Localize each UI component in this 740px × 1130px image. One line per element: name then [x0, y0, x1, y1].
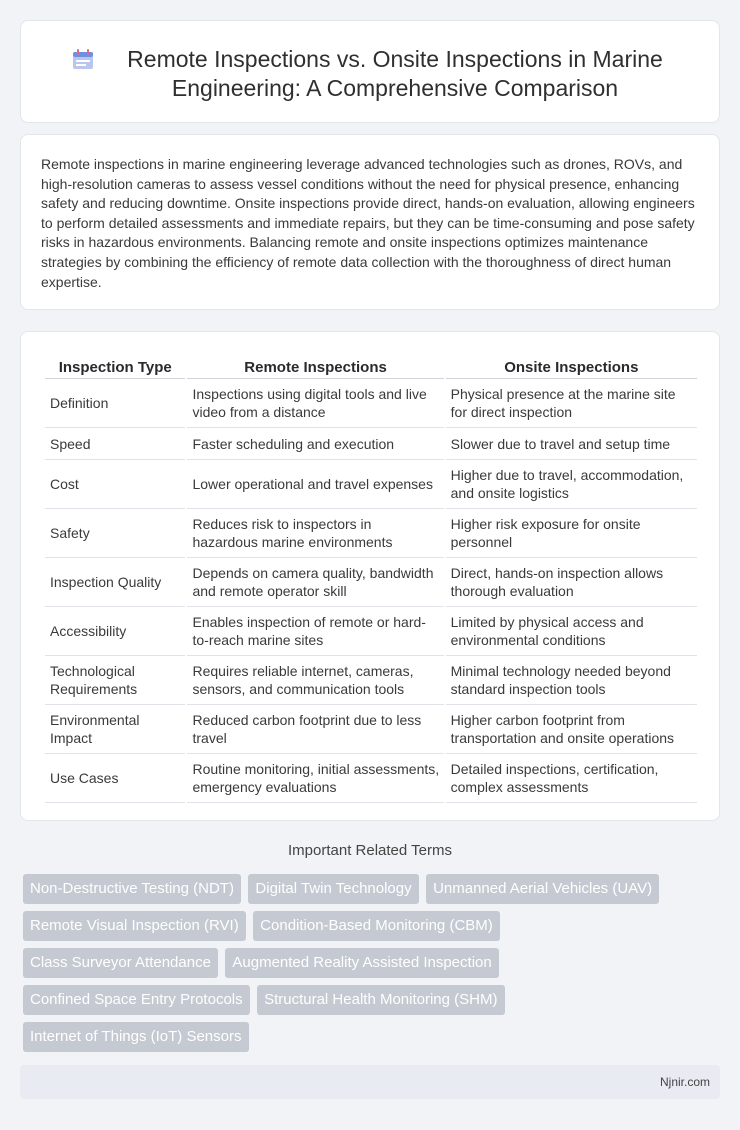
tag-class-surveyor[interactable]: Class Surveyor Attendance — [23, 948, 218, 978]
onsite-cell: Detailed inspections, certification, complex assessments — [446, 754, 697, 803]
row-label: Technological Requirements — [45, 656, 185, 705]
tag-row — [23, 911, 713, 948]
row-label: Speed — [45, 428, 185, 460]
intro-paragraph: Remote inspections in marine engineering leverage advanced technologies such as drones, ROVs, and high-resolution cameras to assess vessel conditions without the need for physical presence, enhancing safety and reducing downtime. Onsite inspections provide direct, hands-on evaluation, allowing engineers to perform detailed assessments and immediate repairs, but they can be time-consuming and pose safety risks in hazardous environments. Balancing remote and onsite inspections optimizes maintenance strategies by combining the efficiency of remote data collection with the thoroughness of direct human expertise. — [41, 156, 695, 290]
table-row — [45, 460, 697, 509]
page-title: Remote Inspections vs. Onsite Inspections in Marine Engineering: A Comprehensive Comparison — [127, 46, 663, 101]
row-label: Accessibility — [45, 607, 185, 656]
table-row — [45, 558, 697, 607]
row-label: Inspection Quality — [45, 558, 185, 607]
row-label: Definition — [45, 379, 185, 428]
table-row — [45, 379, 697, 428]
table-row — [45, 607, 697, 656]
tag-uav[interactable]: Unmanned Aerial Vehicles (UAV) — [426, 874, 659, 904]
tag-confined-space[interactable]: Confined Space Entry Protocols — [23, 985, 250, 1015]
remote-cell: Depends on camera quality, bandwidth and remote operator skill — [187, 558, 443, 607]
remote-cell: Enables inspection of remote or hard-to-reach marine sites — [187, 607, 443, 656]
table-row — [45, 754, 697, 803]
table-row — [45, 705, 697, 754]
tag-ndt[interactable]: Non-Destructive Testing (NDT) — [23, 874, 241, 904]
footer-site-link[interactable]: Njnir.com — [659, 1075, 710, 1089]
table-row — [45, 656, 697, 705]
tag-row — [23, 985, 713, 1022]
tag-cbm[interactable]: Condition-Based Monitoring (CBM) — [253, 911, 500, 941]
title-block — [21, 45, 719, 103]
onsite-cell: Higher carbon footprint from transportation and onsite operations — [446, 705, 697, 754]
onsite-cell: Higher risk exposure for onsite personnel — [446, 509, 697, 558]
header-remote: Remote Inspections — [187, 352, 443, 379]
onsite-cell: Limited by physical access and environmental conditions — [446, 607, 697, 656]
remote-cell: Requires reliable internet, cameras, sensors, and communication tools — [187, 656, 443, 705]
onsite-cell: Slower due to travel and setup time — [446, 428, 697, 460]
table-header-row — [45, 352, 697, 379]
remote-cell: Lower operational and travel expenses — [187, 460, 443, 509]
tag-row — [23, 874, 713, 911]
document-icon — [71, 49, 95, 71]
related-terms-heading: Important Related Terms — [288, 842, 452, 859]
table-row — [45, 509, 697, 558]
comparison-table-card — [20, 331, 720, 821]
onsite-cell: Direct, hands-on inspection allows thorough evaluation — [446, 558, 697, 607]
tag-iot[interactable]: Internet of Things (IoT) Sensors — [23, 1022, 249, 1052]
tag-ar-inspection[interactable]: Augmented Reality Assisted Inspection — [225, 948, 498, 978]
header-onsite: Onsite Inspections — [446, 352, 697, 379]
onsite-cell: Physical presence at the marine site for direct inspection — [446, 379, 697, 428]
row-label: Safety — [45, 509, 185, 558]
tag-row — [23, 1022, 713, 1059]
onsite-cell: Minimal technology needed beyond standard inspection tools — [446, 656, 697, 705]
tag-row — [23, 948, 713, 985]
onsite-cell: Higher due to travel, accommodation, and onsite logistics — [446, 460, 697, 509]
remote-cell: Inspections using digital tools and live video from a distance — [187, 379, 443, 428]
remote-cell: Routine monitoring, initial assessments, emergency evaluations — [187, 754, 443, 803]
comparison-table — [43, 352, 699, 803]
remote-cell: Faster scheduling and execution — [187, 428, 443, 460]
row-label: Use Cases — [45, 754, 185, 803]
table-row — [45, 428, 697, 460]
intro-card — [20, 134, 720, 310]
header-inspection-type: Inspection Type — [45, 352, 185, 379]
remote-cell: Reduced carbon footprint due to less travel — [187, 705, 443, 754]
remote-cell: Reduces risk to inspectors in hazardous marine environments — [187, 509, 443, 558]
row-label: Environmental Impact — [45, 705, 185, 754]
footer — [20, 1065, 720, 1099]
tag-shm[interactable]: Structural Health Monitoring (SHM) — [257, 985, 504, 1015]
row-label: Cost — [45, 460, 185, 509]
tag-digital-twin[interactable]: Digital Twin Technology — [248, 874, 418, 904]
header-card — [20, 20, 720, 123]
tag-rvi[interactable]: Remote Visual Inspection (RVI) — [23, 911, 246, 941]
related-terms-list — [23, 874, 713, 1059]
